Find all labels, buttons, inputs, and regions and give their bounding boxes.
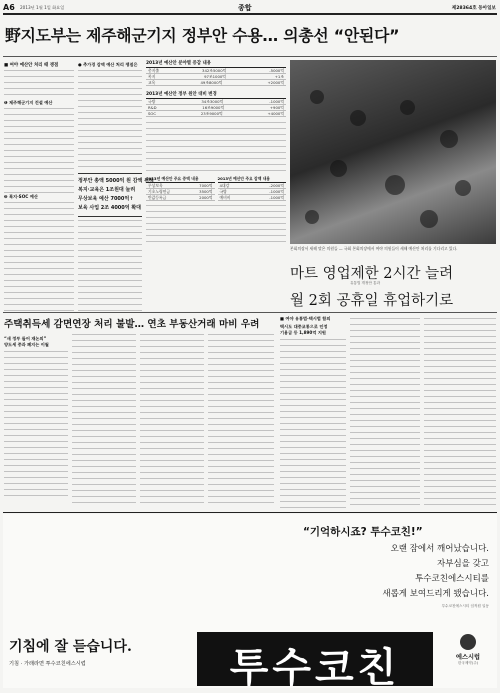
- table-cell: 총지출: [148, 68, 160, 73]
- table-cell: SOC: [148, 111, 157, 116]
- brand-logo: [443, 632, 493, 686]
- page-date: 2013년 1월 1일 화요일: [20, 5, 65, 10]
- column-1-text-c: [4, 202, 74, 314]
- pull-quote-line-4: 보육 사업 2조 4000억 확대: [78, 205, 141, 211]
- table-cell: -1000억: [269, 195, 284, 200]
- mart-headline-line-1: 마트 영업제한 2시간 늘려: [290, 266, 454, 282]
- table-row: [146, 111, 286, 117]
- ad-left-small: 기침 · 가래라면 투수코친에스시럽: [9, 661, 86, 667]
- mart-body-col-1: [280, 316, 346, 508]
- ad-line-1: 오랜 잠에서 깨어났습니다.: [390, 544, 489, 554]
- column-2-text-a: [78, 70, 142, 170]
- masthead-right: 제28364호 동아일보: [451, 6, 496, 11]
- table-cell: +2000억: [267, 80, 284, 85]
- housing-col-3: [140, 334, 204, 506]
- ad-area: [3, 514, 497, 691]
- table-cell: 49조8000억: [200, 80, 223, 85]
- table-row: [218, 195, 287, 201]
- header-rule: [3, 13, 497, 15]
- column-1-sub-2: ❷ 복지·SOC 예산: [4, 194, 38, 199]
- table-1-title: 2013년 예산안 분야별 증감 내용: [146, 60, 286, 68]
- pull-quote-line-2: 복지·교육은 1조원대 늘려: [78, 187, 136, 193]
- mart-body-col-2: [350, 318, 420, 506]
- table-cell: 7000억: [199, 183, 213, 188]
- ad-quote: “기억하시죠? 투수코친!”: [303, 526, 423, 538]
- page-number: A6: [3, 3, 15, 12]
- column-1-text-a: [4, 70, 74, 100]
- column-2-title: ● 추가경 감액 예산 처리 쟁점은: [78, 62, 138, 67]
- ad-footnote: 투수코친에스시티 임직원 일동: [441, 604, 489, 608]
- housing-col-1: [4, 332, 68, 508]
- table-cell: 97조1000억: [204, 74, 226, 79]
- column-1-sub-1: ❶ 제주해군기지 건설 예산: [4, 100, 53, 105]
- mart-headline-line-2: 월 2회 공휴일 휴업하기로: [290, 293, 454, 309]
- column-1-box-title: ■ 여야 예산안 처리 때 쟁점: [4, 63, 59, 68]
- logo-text: 에스시럽: [456, 654, 480, 661]
- main-headline: 野지도부는 제주해군기지 정부안 수용… 의총선 “안된다”: [5, 26, 400, 45]
- table-2-title: 2013년 예산안 정부 원안 대비 변경: [146, 91, 286, 99]
- table-cell: 반값등록금: [148, 195, 167, 200]
- column-2-pull-quote: [78, 173, 154, 217]
- mart-text-1: [280, 339, 346, 509]
- table-cell: 4대강: [219, 183, 230, 188]
- section-title: 종합: [238, 4, 252, 12]
- mart-kicker: 유통법 개정안 통과: [350, 281, 381, 285]
- mart-sub-2: 기용급 등 1,890억 지원: [280, 330, 326, 335]
- mid-rule: [3, 312, 497, 313]
- table-1: [146, 68, 286, 86]
- table-3-title: 2013년 예산안 주요 증액 내용: [146, 176, 215, 183]
- mart-box-title: ■ 여야 유통법·택시법 합의: [280, 316, 331, 321]
- table-4: [218, 183, 287, 201]
- pull-quote-line-3: 무상보육 예산 7000억↑: [78, 196, 134, 202]
- table-cell: 국방: [148, 99, 156, 104]
- mart-body-col-3: [424, 318, 496, 506]
- logo-mark-icon: [460, 634, 476, 650]
- housing-sub-2: 양도세 중과 폐지는 이월: [4, 342, 49, 347]
- ad-top-rule: [3, 512, 497, 513]
- housing-col-2: [72, 334, 136, 506]
- table-cell: -1000억: [269, 99, 284, 104]
- headline-rule: [3, 56, 497, 57]
- ad-left-big: 기침에 잘 듣습니다.: [9, 639, 132, 655]
- column-1: [4, 60, 74, 310]
- table-cell: -1000억: [269, 189, 284, 194]
- table-cell: 국방: [219, 189, 227, 194]
- tables-column: [146, 60, 286, 310]
- brand-name: 투수코친: [229, 645, 401, 691]
- tables-bottom-text: [146, 205, 286, 245]
- ad-lines: [303, 542, 489, 609]
- table-cell: 16조9000억: [202, 105, 225, 110]
- column-2-text-b: [78, 220, 142, 316]
- table-4-title: 2013년 예산안 주요 감액 내용: [218, 176, 287, 183]
- ad-bottom-strip: [3, 630, 497, 691]
- brand-box: [197, 632, 433, 691]
- housing-sub-1: “새 정부 들어 재논의”: [4, 336, 47, 341]
- table-cell: 342조5000억: [202, 68, 227, 73]
- table-cell: 23조9000억: [200, 111, 223, 116]
- table-3: [146, 183, 215, 201]
- photo-caption: 본회의장서 새해 맞은 의원들 — 국회 본회의장에서 여야 의원들이 새해 예산안 처리를 기다리고 있다.: [290, 246, 458, 251]
- table-cell: 기초노령연금: [148, 189, 171, 194]
- table-cell: +4000억: [267, 111, 284, 116]
- table-cell: -5000억: [269, 68, 284, 73]
- pull-quote-line-1: 정부안 총액 5000억 원 감액 위해: [78, 178, 154, 184]
- assembly-photo: [290, 60, 496, 244]
- table-2: [146, 99, 286, 117]
- table-cell: +900억: [269, 105, 284, 110]
- table-cell: 3500억: [199, 189, 213, 194]
- table-cell: +1조: [274, 74, 284, 79]
- table-cell: -2000억: [269, 183, 284, 188]
- housing-headline: 주택취득세 감면연장 처리 불발… 연초 부동산거래 마비 우려: [4, 319, 260, 330]
- ad-line-3: 투수코친에스시티를: [415, 574, 489, 584]
- table-cell: 34조3000억: [201, 99, 224, 104]
- mart-sub-1: 택시도 대중교통으로 인정: [280, 324, 328, 329]
- housing-text-1: [4, 351, 68, 501]
- table-row: [146, 80, 286, 86]
- tables-filler: [146, 122, 286, 172]
- table-cell: 복지: [148, 74, 156, 79]
- column-1-text-b: [4, 108, 74, 194]
- table-cell: 2000억: [199, 195, 213, 200]
- table-row: [146, 195, 215, 201]
- ad-line-4: 새롭게 보여드리게 됐습니다.: [382, 589, 489, 599]
- table-cell: R&D: [148, 105, 157, 110]
- logo-sub: 한국제약(주): [457, 661, 479, 665]
- table-cell: 무상보육: [148, 183, 163, 188]
- table-cell: 교육: [148, 80, 156, 85]
- housing-col-4: [208, 334, 274, 506]
- table-cell: 예비비: [219, 195, 231, 200]
- ad-line-2: 자부심을 갖고: [437, 559, 489, 569]
